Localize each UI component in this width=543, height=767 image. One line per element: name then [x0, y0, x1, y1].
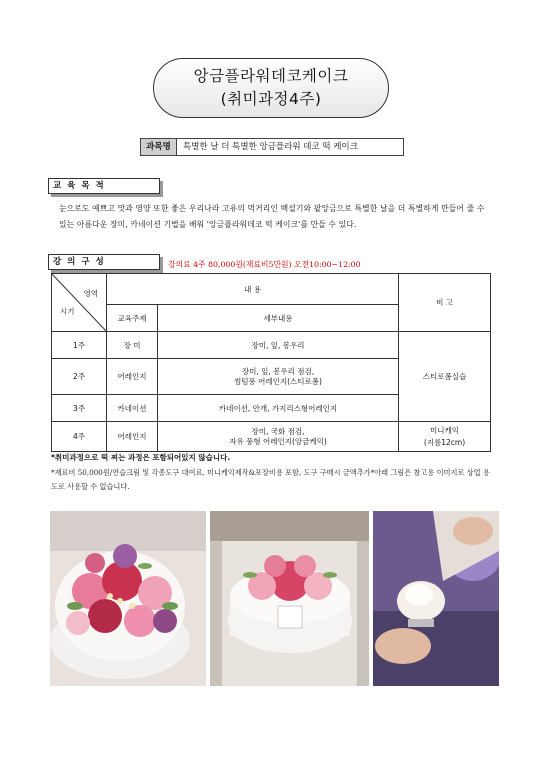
note-cell: 미니케익 (지름12cm)	[399, 422, 491, 452]
corner-top-label: 영역	[83, 289, 98, 298]
week-cell: 3주	[52, 395, 107, 422]
detail-cell: 카네이션, 안개, 가지리스형어레인지	[158, 395, 399, 422]
topic-cell: 어레인지	[107, 359, 158, 395]
course-name-label: 과목명	[141, 139, 177, 155]
corner-cell	[52, 274, 107, 332]
objective-heading: 교 육 목 적	[48, 178, 160, 194]
detail-cell: 장미, 잎, 봉우리 점검, 썸텀풍 어레인지(스티로폼)	[158, 359, 399, 395]
week-cell: 2주	[52, 359, 107, 395]
sub-topic-header: 교육주제	[107, 305, 158, 332]
title-line1: 앙금플라워데코케이크	[193, 67, 349, 85]
sub-detail-header: 세부내용	[158, 305, 399, 332]
week-cell: 4주	[52, 422, 107, 452]
objective-text: 눈으로도 예쁘고 맛과 영양 또한 좋은 우리나라 고유의 먹거리인 백설기와 팥앙금으로 특별한 날을 더 특별하게 만들어 줄 수 있는 아름다운 장미, 카네이션 기법을 배워 '앙금플라워데코 떡 케이크'를 만들 수 있다.	[59, 204, 485, 229]
cake-photo-3	[373, 511, 499, 686]
corner-bottom-label: 시기	[60, 307, 75, 316]
cake-photo-2	[210, 511, 369, 686]
cake-photo-1	[50, 511, 206, 686]
title-line2: (취미과정4주)	[220, 90, 322, 108]
table-row	[52, 422, 491, 452]
diagonal-line	[52, 274, 107, 332]
schedule-table	[51, 273, 491, 452]
course-name-bar	[140, 138, 404, 156]
detail-cell: 장미, 국화 점검, 자유 풍형 어레인지(앙금케익)	[158, 422, 399, 452]
course-name-value: 특별한 날 더 특별한 앙금플라워 데코 떡 케이크	[183, 142, 358, 152]
title-banner	[153, 58, 389, 118]
footnote-bold: *취미과정으로 떡 찌는 과정은 포함되어있지 않습니다.	[51, 453, 231, 462]
note-header: 비 고	[399, 274, 491, 332]
fee-note: 강의료 4주 80,000원(재료비5만원) 오전10:00~12:00	[168, 260, 361, 269]
detail-cell: 장미, 잎, 봉우리	[158, 332, 399, 359]
footnote-text: *재료비 50,000원/연습크림 및 각종도구 대여료, 미니케익제작&포장비용 포함, 도구 구매시 금액추가*아래 그림은 참고용 이미지로 상업 용도로 사용할 수 없습니다.	[51, 468, 490, 491]
week-cell: 1주	[52, 332, 107, 359]
content-header: 내 용	[107, 274, 399, 305]
topic-cell: 카네이션	[107, 395, 158, 422]
topic-cell: 장 미	[107, 332, 158, 359]
table-row	[52, 332, 491, 359]
structure-heading: 강 의 구 성	[48, 254, 160, 270]
topic-cell: 어레인지	[107, 422, 158, 452]
note-cell: 스티로폼실습	[399, 332, 491, 422]
